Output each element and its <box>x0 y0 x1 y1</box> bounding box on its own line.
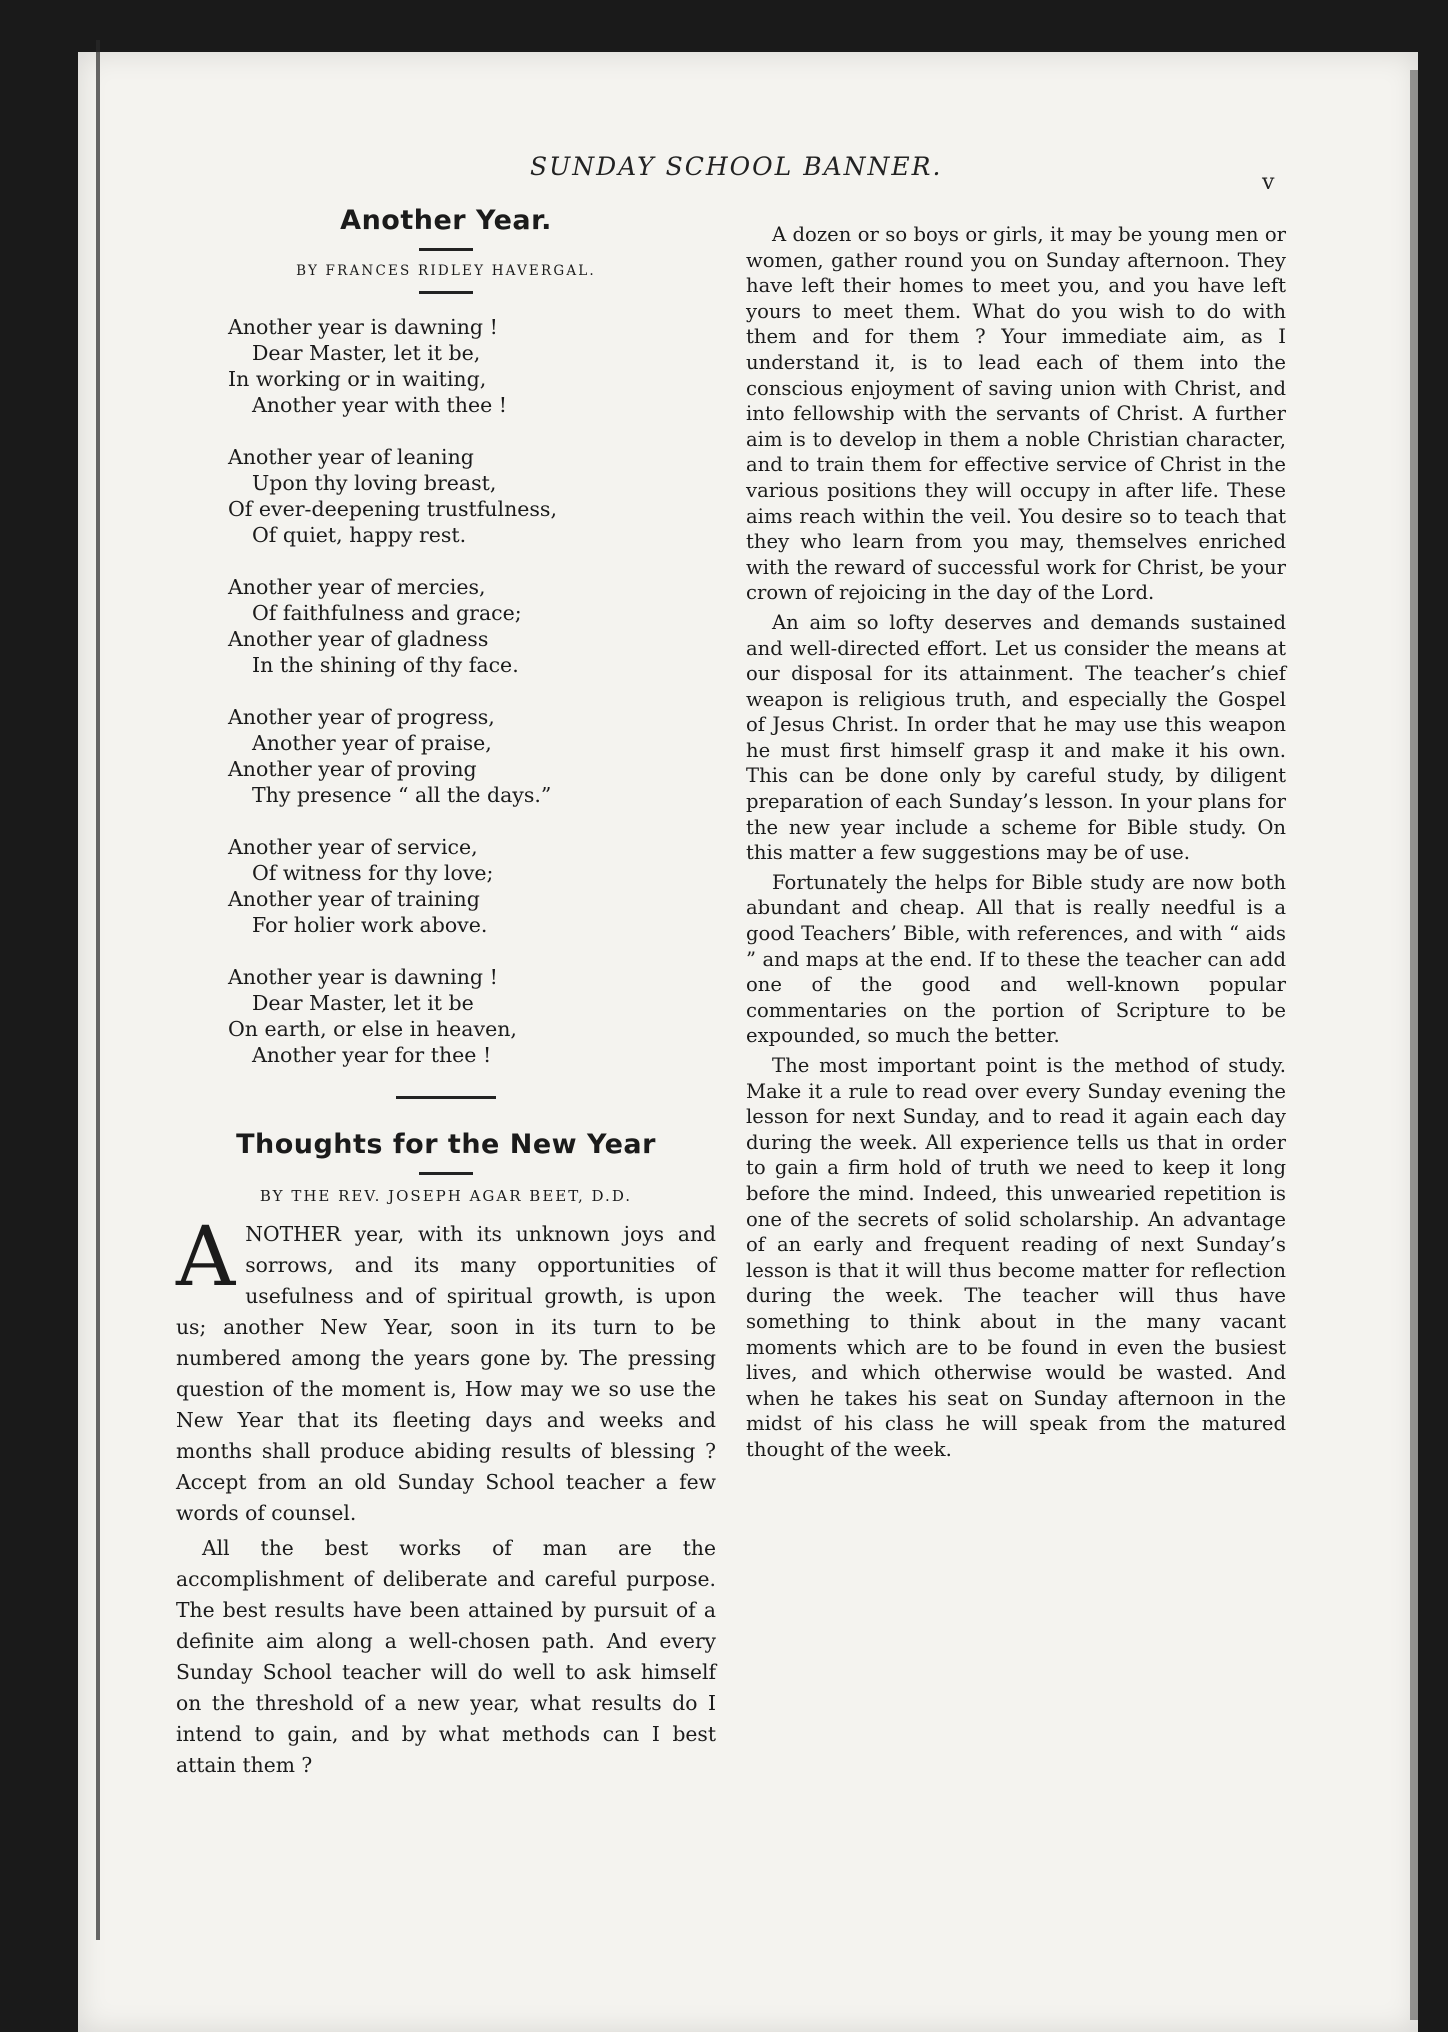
byline-rule <box>419 291 473 294</box>
article-paragraph: A dozen or so boys or girls, it may be young men or women, gather round you on Sunday afternoon. They have left their homes to meet you, and you have left yours to meet them. What do you wish to do with them and for them ? Your immediate aim, as I understand it, is to lead each of them into the conscious enjoyment of saving union with Christ, and into fellowship with the servants of Christ. A further aim is to develop in them a noble Christian character, and to train them for effective service of Christ in the various positions they will occupy in after life. These aims reach within the veil. You desire so to teach that they who learn from you may, themselves enriched with the reward of successful work for Christ, be your crown of rejoicing in the day of the Lord. <box>746 223 1286 605</box>
drop-cap: A <box>176 1210 236 1305</box>
article-paragraph: The most important point is the method of study. Make it a rule to read over every Sunday evening the lesson for next Sunday, and to read it again each day during the week. All experience tells us that in order to gain a firm hold of truth we need to keep it long before the mind. Indeed, this unwearied repetition is one of the secrets of solid scholarship. An advantage of an early and frequent reading of next Sunday’s lesson is that it will thus become matter for reflection during the week. The teacher will thus have something to think about in the many vacant moments which are to be found in even the busiest lives, and which otherwise would be wasted. And when he takes his seat on Sunday afternoon in the midst of his class he will speak from the matured thought of the week. <box>746 1054 1286 1461</box>
poem-line: Of witness for thy love; <box>252 861 494 885</box>
poem-line: In working or in waiting, <box>228 367 487 391</box>
article-title-rule <box>419 1172 473 1175</box>
running-title: SUNDAY SCHOOL BANNER. <box>530 152 943 181</box>
poem-line: Another year of proving <box>228 757 477 781</box>
poem-line: Thy presence “ all the days.” <box>252 783 552 807</box>
poem-line: Another year of progress, <box>228 705 495 729</box>
title-rule <box>419 248 473 251</box>
article-title: Thoughts for the New Year <box>236 1129 656 1160</box>
poem-line: Another year of service, <box>228 835 478 859</box>
poem-line: On earth, or else in heaven, <box>228 1017 517 1041</box>
article-paragraph: Fortunately the helps for Bible study are now both abundant and cheap. All that is really needful is a good Teachers’ Bible, with references, and with “ aids ” and maps at the end. If to these the teacher can add one of the good and well-known popular commentaries on the portion of Scripture to be expounded, so much the better. <box>746 870 1286 1048</box>
right-column <box>746 222 1286 1467</box>
page-right-edge <box>1410 70 1418 2020</box>
poem-stanza <box>228 834 716 938</box>
poem-line: Dear Master, let it be <box>252 991 474 1015</box>
paragraph-text: NOTHER year, with its unknown joys and sorrows, and its many opportunities of usefulness and of spiritual growth, is upon us; another New Year, soon in its turn to be numbered among the years gone by. The pressing question of the moment is, How may we so use the New Year that its fleeting days and weeks and months shall produce abiding results of blessing ? Accept from an old Sunday School teacher a few words of counsel. <box>176 1222 716 1525</box>
poem-stanza <box>228 704 716 808</box>
left-column <box>176 205 716 1785</box>
poem-stanza <box>228 314 716 418</box>
poem-line: Another year of gladness <box>228 627 489 651</box>
article-left-text <box>176 1210 716 1781</box>
section-divider <box>396 1096 496 1099</box>
poem-line: Of faithfulness and grace; <box>252 601 522 625</box>
article-paragraph: An aim so lofty deserves and demands sustained and well-directed effort. Let us consider the means at our disposal for its attainment. The teacher’s chief weapon is religious truth, and especially the Gospel of Jesus Christ. In order that he may use this weapon he must first himself grasp it and make it his own. This can be done only by careful study, by diligent preparation of each Sunday’s lesson. In your plans for the new year include a scheme for Bible study. On this matter a few suggestions may be of use. <box>746 610 1286 865</box>
poem-title: Another Year. <box>340 205 552 236</box>
page-spine-edge <box>96 40 100 1940</box>
poem-line: Another year is dawning ! <box>228 315 498 339</box>
poem-line: Of ever-deepening trustfulness, <box>228 497 557 521</box>
poem-byline: BY FRANCES RIDLEY HAVERGAL. <box>296 263 596 279</box>
poem-line: Another year of mercies, <box>228 575 486 599</box>
article-byline: BY THE REV. JOSEPH AGAR BEET, D.D. <box>259 1187 633 1205</box>
poem-line: Another year for thee ! <box>252 1043 492 1067</box>
poem-line: For holier work above. <box>252 913 488 937</box>
poem-line: Another year with thee ! <box>252 393 508 417</box>
article-paragraph: All the best works of man are the accomplishment of deliberate and careful purpose. The best results have been attained by pursuit of a definite aim along a well-chosen path. And every Sunday School teacher will do well to ask himself on the threshold of a new year, what results do I intend to gain, and by what methods can I best attain them ? <box>176 1536 716 1777</box>
article-right-text <box>746 222 1286 1463</box>
poem-stanza <box>228 964 716 1068</box>
poem-line: Upon thy loving breast, <box>252 471 497 495</box>
poem-line: Another year of praise, <box>252 731 492 755</box>
poem-line: In the shining of thy face. <box>252 653 519 677</box>
poem-stanza <box>228 574 716 678</box>
poem-line: Another year is dawning ! <box>228 965 498 989</box>
poem-line: Another year of training <box>228 887 480 911</box>
page-number: v <box>1262 170 1275 195</box>
poem-stanza <box>228 444 716 548</box>
poem-line: Dear Master, let it be, <box>252 341 481 365</box>
poem-body <box>228 314 716 1068</box>
poem-line: Of quiet, happy rest. <box>252 523 467 547</box>
article-paragraph <box>176 1210 716 1529</box>
poem-line: Another year of leaning <box>228 445 474 469</box>
